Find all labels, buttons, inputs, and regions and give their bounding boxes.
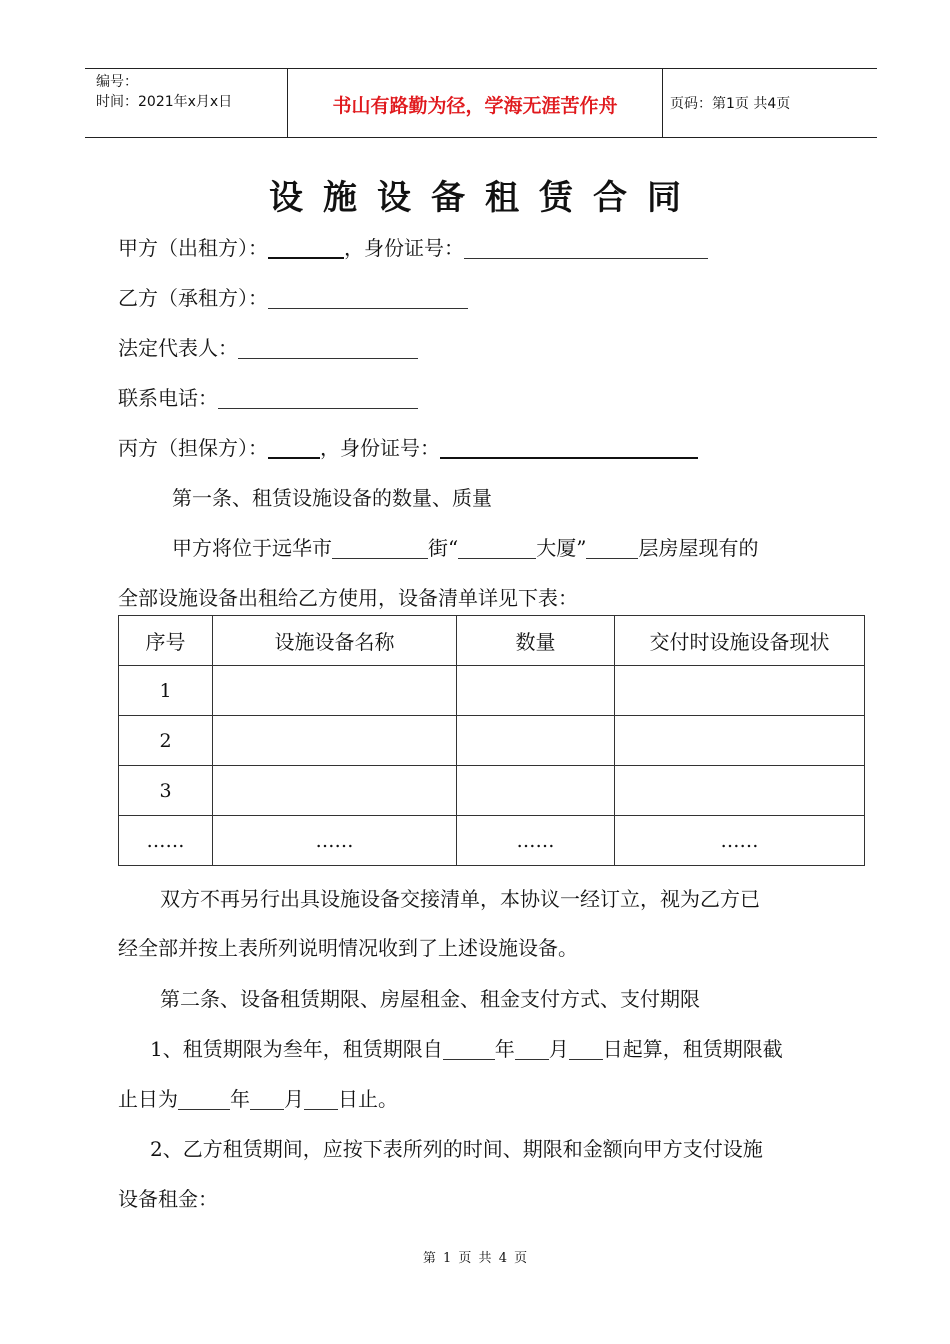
id-label-a: ，身份证号： bbox=[344, 236, 464, 260]
phone-blank bbox=[218, 390, 418, 409]
table-header-cell: 数量 bbox=[457, 616, 615, 666]
legal-rep-blank bbox=[238, 340, 418, 359]
handover-line2: 经全部并按上表所列说明情况收到了上述设施设备。 bbox=[118, 936, 578, 960]
table-row bbox=[119, 666, 865, 716]
article2-item2-line1: 2、乙方租赁期间，应按下表所列的时间、期限和金额向甲方支付设施 bbox=[150, 1137, 763, 1161]
table-cell: …… bbox=[213, 816, 457, 866]
party-a-label: 甲方（出租方）： bbox=[118, 236, 268, 260]
party-c-label: 丙方（担保方）： bbox=[118, 436, 268, 460]
table-cell: 1 bbox=[119, 666, 213, 716]
floor-blank bbox=[586, 540, 638, 559]
table-header-cell: 交付时设施设备现状 bbox=[615, 616, 865, 666]
article2-item2-line2: 设备租金： bbox=[118, 1187, 218, 1211]
table-cell bbox=[457, 716, 615, 766]
term-text: 1、租赁期限为叁年，租赁期限自 bbox=[150, 1037, 443, 1061]
start-year-blank bbox=[443, 1041, 495, 1060]
end-month-blank bbox=[250, 1091, 284, 1110]
id-label-c: ，身份证号： bbox=[320, 436, 440, 460]
party-b-blank bbox=[268, 290, 468, 309]
party-a-line bbox=[118, 232, 708, 261]
party-c-id-blank bbox=[440, 439, 698, 459]
end-year-blank bbox=[178, 1091, 230, 1110]
header-meta-cell bbox=[85, 69, 287, 137]
table-cell bbox=[615, 666, 865, 716]
end-month-text: 月 bbox=[284, 1087, 304, 1111]
party-c-blank bbox=[268, 439, 320, 459]
table-cell bbox=[615, 716, 865, 766]
document-header bbox=[85, 68, 877, 138]
table-cell bbox=[457, 666, 615, 716]
table-cell: …… bbox=[457, 816, 615, 866]
street-blank bbox=[332, 540, 428, 559]
end-year-text: 年 bbox=[230, 1087, 250, 1111]
equipment-table bbox=[118, 615, 865, 866]
header-page-cell bbox=[662, 69, 877, 137]
table-header-cell: 序号 bbox=[119, 616, 213, 666]
page-title: 设施设备租赁合同 bbox=[269, 178, 701, 218]
party-b-line bbox=[118, 282, 468, 311]
start-month-text: 月 bbox=[548, 1037, 569, 1061]
end-day-blank bbox=[304, 1091, 338, 1110]
start-day-blank bbox=[569, 1041, 603, 1060]
table-cell: 2 bbox=[119, 716, 213, 766]
end-text: 止日为 bbox=[118, 1087, 178, 1111]
table-cell: …… bbox=[119, 816, 213, 866]
phone-line bbox=[118, 382, 418, 411]
table-header-cell: 设施设备名称 bbox=[213, 616, 457, 666]
party-a-blank bbox=[268, 239, 344, 259]
party-a-id-blank bbox=[464, 240, 708, 259]
time-label: 时间：2021年x月x日 bbox=[96, 94, 233, 110]
table-row bbox=[119, 766, 865, 816]
building-text: 大厦” bbox=[536, 536, 587, 560]
table-cell: 3 bbox=[119, 766, 213, 816]
building-blank bbox=[458, 540, 536, 559]
table-cell bbox=[213, 666, 457, 716]
start-year-text: 年 bbox=[494, 1037, 515, 1061]
motto: 书山有路勤为径，学海无涯苦作舟 bbox=[332, 95, 618, 117]
number-label: 编号： bbox=[96, 74, 138, 90]
article2-item1-line2 bbox=[118, 1083, 398, 1112]
table-cell bbox=[457, 766, 615, 816]
party-b-label: 乙方（承租方）： bbox=[118, 286, 268, 310]
street-text: 街“ bbox=[428, 536, 459, 560]
handover-line1: 双方不再另行出具设施设备交接清单，本协议一经订立，视为乙方已 bbox=[160, 887, 760, 911]
table-cell bbox=[213, 766, 457, 816]
table-cell: …… bbox=[615, 816, 865, 866]
start-day-text: 日起算，租赁期限截 bbox=[602, 1037, 783, 1061]
article1-para-line2: 全部设施设备出租给乙方使用，设备清单详见下表： bbox=[118, 586, 578, 610]
page-footer: 第 1 页 共 4 页 bbox=[422, 1251, 528, 1266]
table-cell bbox=[615, 766, 865, 816]
table-row bbox=[119, 816, 865, 866]
article2-item1-line1 bbox=[150, 1033, 783, 1062]
legal-rep-label: 法定代表人： bbox=[118, 336, 238, 360]
article1-heading: 第一条、租赁设施设备的数量、质量 bbox=[172, 486, 492, 510]
end-day-text: 日止。 bbox=[338, 1087, 398, 1111]
phone-label: 联系电话： bbox=[118, 386, 218, 410]
table-cell bbox=[213, 716, 457, 766]
page-code: 页码：第1页 共4页 bbox=[670, 96, 791, 112]
table-header-row bbox=[119, 616, 865, 666]
legal-rep-line bbox=[118, 332, 418, 361]
location-text: 甲方将位于远华市 bbox=[172, 536, 332, 560]
article1-para-line1 bbox=[172, 532, 758, 561]
header-motto-cell bbox=[287, 69, 663, 137]
start-month-blank bbox=[515, 1041, 549, 1060]
table-row bbox=[119, 716, 865, 766]
floor-text: 层房屋现有的 bbox=[638, 536, 759, 560]
party-c-line bbox=[118, 432, 698, 461]
article2-heading: 第二条、设备租赁期限、房屋租金、租金支付方式、支付期限 bbox=[160, 987, 700, 1011]
